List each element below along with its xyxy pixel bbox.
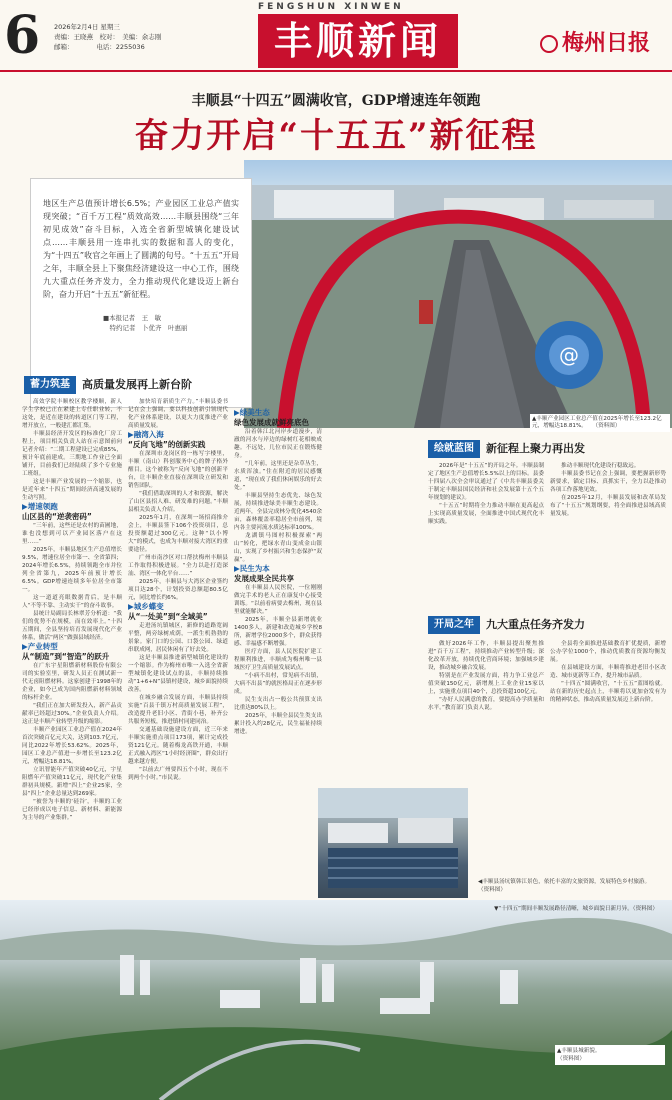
- masthead-rule: [0, 70, 672, 72]
- byline: ■本报记者 王 敏 特约记者 卜优齐 叶惠丽: [103, 314, 188, 332]
- paragraph: “小病不出村，常见病不出镇，大病不出县”的就医格局正在逐步形成。: [234, 673, 322, 695]
- paragraph: 医疗方面，县人民医院扩建工程顺利推进，丰顺成为梅州唯一县域医疗卫生高质量发展试点。: [234, 649, 322, 671]
- paragraph: 2025年，丰顺县地区生产总值增长9.5%，增速位居全市第一、全省第四；2024年增长6.5%，持续领跑全市并位列全省第九，2025年前预计增长6.5%。GDP增速连续多年位居全市第一。: [22, 547, 122, 593]
- paragraph: 2025年，丰顺全县新增就业1400多人，新建和改造城乡学校8所，新增学位2000多个，群众获得感、幸福感不断增强。: [234, 617, 322, 647]
- paragraph: 2025年，丰顺县与大湾区企业签约项目达28个，计划投资总额超80.5亿元，同比增长约6%。: [128, 579, 228, 601]
- svg-text:@: @: [559, 343, 579, 367]
- subheading-title: 山区县的“逆袭密码”: [22, 512, 92, 521]
- paragraph: 这是丰顺产业发展的一个缩影，也是近年来“十四五”期间经济高速发展的生动写照。: [22, 479, 122, 501]
- section-title-2: 新征程上聚力再出发: [486, 442, 585, 455]
- solar-panels-photo: [318, 788, 468, 898]
- paragraph: 2026年是“十五五”的开局之年。丰顺县制定了地区生产总值增长5.5%以上的目标。县委十四届八次全会审议通过了《中共丰顺县委关于制定丰顺县国民经济和社会发展第十五个五年规划的建议》。: [428, 463, 544, 501]
- subheading: ▶绿美生态: [234, 408, 270, 417]
- section-header-2: [428, 440, 668, 458]
- paragraph: 在深圳市龙岗区的一栋写字楼里，丰顺（南山）科创服务中心的牌子格外醒目。这个被称为“反向飞地”的创新平台，让丰顺企业直接在深圳设立研发和销售团队。: [128, 451, 228, 489]
- paragraph: 特别是在产业发展方面，将力争工业总产值突破150亿元，新增规上工业企业15家以上，实施重点项目40个，总投资超100亿元。: [428, 673, 544, 695]
- paragraph: 做好2026年工作，丰顺县提出聚焦推进“百千万工程”，持续推动产业转型升级；深化改革开放，持续优化营商环境；加强城乡建设，推动城乡融合发展。: [428, 641, 544, 671]
- section3-column-2: [550, 640, 666, 785]
- paragraph: “办好人民满意的教育，要提高办学质量和水平。”教育部门负责人说。: [428, 697, 544, 711]
- paragraph: 丰顺县经济开发区的标准化厂房工程上，项目相关负责人站在示意图前向记者介绍：“二期工程建设已完成85%，预计年底前建成。三期地工作业已全面铺开，目前我们已经陆续了多个专业施工班组。: [22, 431, 122, 477]
- paragraph: 在城乡融合发展方面，丰顺县持续实施“百县千镇万村高质量发展工程”，改造提升老旧小区、背街小巷，补齐公共服务短板，推进镇村同建同治。: [128, 695, 228, 725]
- section-en-name: FENGSHUN XINWEN: [258, 2, 404, 12]
- section-title: 丰顺新闻: [258, 14, 458, 68]
- paragraph: “十四五”圆满收官，“十五五”蓝图绘就。站在新的历史起点上，丰顺将以更加奋发有为的精神状态，推动高质量发展迈上新台阶。: [550, 681, 666, 703]
- article-headline: 奋力开启“十五五”新征程: [134, 116, 538, 156]
- paragraph: 沿着韩江北河岸步道漫步，清澈的河水与岸边的绿树红花相映成趣。不远处，几位市民正在锻炼健身。: [234, 429, 322, 459]
- subheading: ▶融湾入海: [128, 430, 164, 439]
- paragraph: 2025年1月，在深圳一场招商推介会上，丰顺县签下106个投资项目，总投资额超过300亿元。这种“以小博大”的模式，也成为丰顺对接大湾区的重要途径。: [128, 515, 228, 553]
- section-tag-3: 开局之年: [428, 616, 480, 634]
- paragraph: “我们正在加大研发投入，新产品贡献率已经超过30%。”企业负责人介绍。这正是丰顺产业转型升级的缩影。: [22, 703, 122, 725]
- subheading-title: 绿色发展成就鲜亮底色: [234, 418, 309, 427]
- solar-panels-illustration: [318, 788, 468, 898]
- panorama-top-caption: ▼“十四五”期间丰顺发展路径清晰，城乡面貌日新月异。（资料图）: [494, 906, 658, 912]
- paragraph: “被誉为丰顺的‘硅谷’，丰顺的工业已经形成以电子信息、新材料、新能源为主导的产业集群。”: [22, 799, 122, 821]
- bottom-photo-caption: ▲丰顺县城新貌。 （资料图）: [555, 1045, 665, 1065]
- date-line: 2026年2月4日 星期三: [54, 23, 120, 31]
- section-title-3: 九大重点任务齐发力: [486, 618, 585, 631]
- mid-photo-caption: ◀丰顺县汤坑镇韩江景色，依托丰富的文旅资源，发展特色乡村旅游。 （资料图）: [478, 879, 653, 893]
- logo-icon: [540, 35, 558, 53]
- subheading: ▶增速领跑: [22, 502, 58, 511]
- subheading-title: 发展成果全民共享: [234, 574, 294, 583]
- paragraph: 这一道道亮眼数据背后，是丰顺人“不等不靠、主动实干”的奋斗故事。: [22, 595, 122, 609]
- paragraph: 推动丰顺现代化建设行稳致远。: [561, 463, 640, 469]
- paragraph: 在县城建设方面，丰顺将推进老旧小区改造、城市更新等工作，提升城市品质。: [550, 665, 666, 679]
- subheading-title: 从“制造”到“智造”的跃升: [22, 652, 110, 661]
- paragraph: 走进汤坑镇城区，新修的道路宽阔平整，两旁绿树成荫，一派生机勃勃的景象。家门口的公园、口袋公园、绿道串联成网，居民休闲有了好去处。: [128, 623, 228, 653]
- column-1: [22, 398, 122, 898]
- paragraph: 立讯智能年产值突破40亿元，宇星阻燃年产值突破11亿元，现代化产业集群初具规模。新增“四上”企业25家，全县“四上”企业总量达到269家。: [22, 767, 122, 797]
- paragraph: 在广东宇星阻燃新材料股份有限公司的实验室里，研发人员正在测试新一代无卤阻燃材料。这家创建于1998年的企业，如今已成为国内阻燃新材料领域的标杆企业。: [22, 663, 122, 701]
- newspaper-logo: 梅州日报: [540, 30, 660, 56]
- paragraph: 高效学院丰顺校区教学楼顺，新人学生学校已正在紧建上专任职业转，不这处，是近在建设的转道区门等工程，增开放立，一般建汇都汇集。: [22, 399, 122, 429]
- section3-column-1: [428, 640, 544, 785]
- section-header-3: [428, 616, 668, 634]
- paragraph: 龙湖镇马图村积极探索“两山”转化，把绿水青山变成金山银山，实现了乡村振兴和生态保护“双赢”。: [234, 533, 322, 563]
- editor-line: 责编：王晓燕 校对： 美编：余志刚: [54, 33, 162, 41]
- subheading-title: “反向飞地”的创新实践: [128, 440, 206, 449]
- city-panorama-photo: [0, 900, 672, 1100]
- intro-box: [30, 178, 252, 408]
- paragraph: 全县将全面推进基础教育扩优提质，新增公办学位1000个，推动优质教育资源均衡发展。: [550, 641, 666, 663]
- paragraph: 丰顺县坚持生态优先、绿色发展，持续推进绿美丰顺生态建设。近两年，全县完成林分优化4540余亩，森林覆盖率稳居全市前列，境内各主要河流水质达标率100%。: [234, 493, 322, 531]
- paragraph: 在2025年12月，丰顺县发展和改革局发布了“十五五”规划纲要，将全面推进县域高质量发展。: [550, 495, 666, 517]
- paragraph: “我们借助深圳的人才和资源，解决了山区县招人难、研发难的问题。”丰顺县相关负责人介绍。: [128, 491, 228, 513]
- paragraph: 这是丰顺县推进新型城镇化建设的一个缩影。作为梅州市唯一入选全省新型城镇化建设试点的县，丰顺持续推动“1+6+N”县镇村建设，城乡面貌持续改善。: [128, 655, 228, 693]
- section2-column-1: [428, 462, 544, 592]
- subheading: ▶民生为本: [234, 564, 270, 573]
- column-3: [234, 408, 322, 898]
- page-number: 6: [4, 5, 41, 66]
- paragraph: 加快培育新质生产力。”丰顺县委书记在会上强调，要以科技创新引领现代化产业体系建设，以更大力度推进产业高质量发展。: [128, 399, 228, 429]
- intro-text: 地区生产总值预计增长6.5%；产业园区工业总产值实现突破；“百千万工程”质效高效……丰顺县围绕“三年初见成效”奋斗目标，入选全省新型城镇化建设试点……丰顺县用一连串扎实的数据和喜人的变化，为“十四五”收官之年画上了圆满的句号。“十五五”开局之年，丰顺全县上下聚焦经济建设这一中心工作，围绕九大重点任务齐发力，全力推动现代化建设迈上新台阶，奋力开启“十五五”新征程。: [43, 199, 239, 299]
- tel-line: 邮箱： 电话：2255036: [54, 43, 145, 51]
- subheading-title: 从“一处美”到“全域美”: [128, 612, 208, 621]
- paragraph: 民生支出占一般公共预算支出比重达80%以上。: [234, 697, 322, 711]
- column-2: [128, 398, 228, 898]
- paragraph: 在丰顺县人民医院，一位刚刚做完手术的老人正在康复中心接受训练。“以前看病要去梅州，现在县里就能解决。”: [234, 585, 322, 615]
- main-photo-caption: ▲丰顺产业园区工业总产值在2025年增长至123.2亿元，增幅达18.81%。 （资料图）: [530, 414, 670, 432]
- paragraph: “几年前，这里还是杂草丛生，水质浑浊。”住在附近的居民感慨道，“现在成了我们休闲娱乐的好去处。”: [234, 461, 322, 491]
- paragraph: 丰顺产业园区工业总产值在2024年首次突破百亿元大关，达到103.7亿元，同比2022年增长53.62%。2025年，园区工业总产值进一步增长至123.2亿元，增幅达18.81%。: [22, 727, 122, 765]
- city-panorama-illustration: [0, 900, 672, 1100]
- paragraph: “十五五”时期将全力推动丰顺在更高起点上实现高质量发展，全面推进中国式现代化丰顺实践。: [428, 503, 544, 525]
- paragraph: 县统计局副局长林翠芳分析道：“我们的优势不在规模，而在效率上。”十四五期间，全县坚持培育发展现代化产业体系，做活“两区”做强县域经济。: [22, 611, 122, 641]
- article-subtitle: 丰顺县“十四五”圆满收官，GDP增速连年领跑: [191, 93, 481, 109]
- section-tag-1: 蓄力筑基: [24, 376, 76, 394]
- paragraph: 2025年，丰顺全县民生类支出累计投入约28亿元，民生福祉持续增进。: [234, 713, 322, 735]
- subheading: ▶产业转型: [22, 642, 58, 651]
- paragraph: 交通基础设施建设方面，近三年来丰顺实施重点项目173项，累计完成投资121亿元。随着梅龙高铁开通，丰顺正式融入湾区“1小时经济圈”，群众出行越来越方便。: [128, 727, 228, 765]
- section-header-1: [24, 376, 324, 394]
- paragraph: “以前去广州要四五个小时，现在不到两个小时。”市民说。: [128, 767, 228, 781]
- paragraph: 广州市南沙区对口帮扶梅州丰顺县工作取得积极进展。“全力以赴打造深汕、湾区一体化平台……”: [128, 555, 228, 577]
- masthead-meta: [54, 22, 264, 52]
- section2-column-2: [550, 462, 666, 592]
- section-tag-2: 绘就蓝图: [428, 440, 480, 458]
- section-title-1: 高质量发展再上新台阶: [82, 378, 192, 391]
- paragraph: “三年前，这些还是农村的苗圃地，谁也没想到可以产业园区落户在这里……”: [22, 523, 122, 545]
- subheading: ▶城乡蝶变: [128, 602, 164, 611]
- paragraph: 丰顺县委书记在会上强调，要把握新形势新要求，锚定目标、真抓实干，全力以赴推动各项工作落地见效。: [550, 471, 666, 493]
